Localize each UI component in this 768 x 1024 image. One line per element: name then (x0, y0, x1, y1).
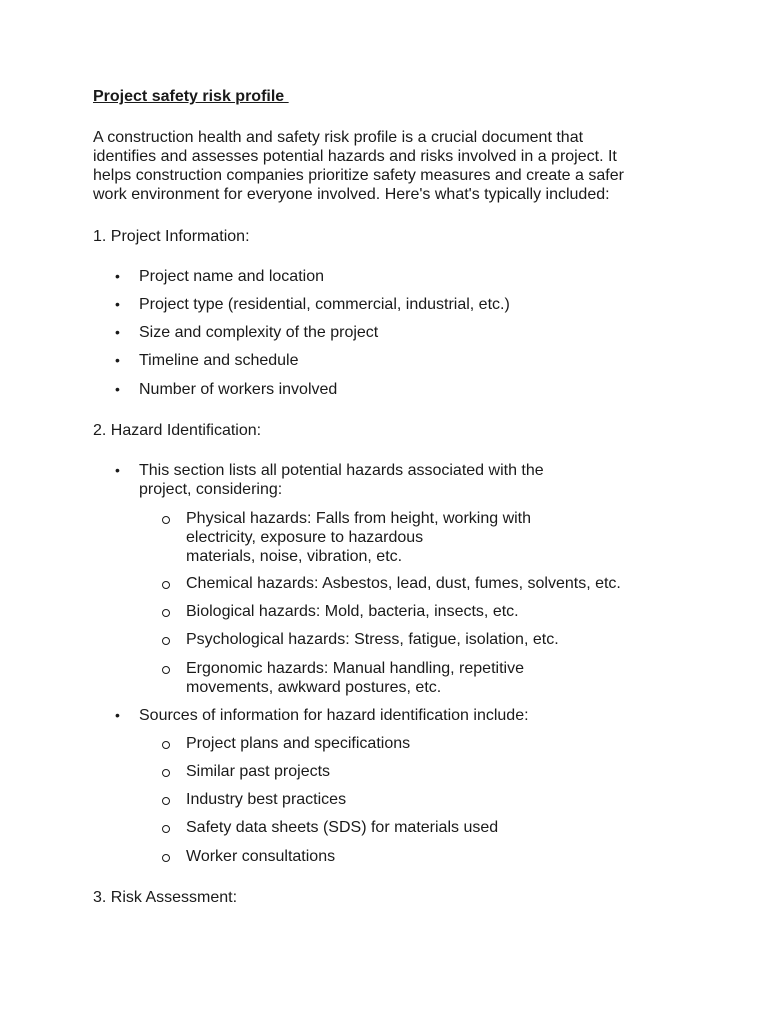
list-item (115, 351, 299, 370)
circle-bullet-icon (162, 825, 170, 833)
circle-bullet-icon (162, 516, 170, 524)
list-item (115, 461, 544, 499)
list-item-text: Sources of information for hazard identification include: (139, 707, 529, 724)
circle-bullet-icon (162, 854, 170, 862)
list-item (115, 295, 510, 314)
sub-list-item-text: Ergonomic hazards: Manual handling, repetitive (186, 660, 524, 677)
list-item-text: Project type (residential, commercial, industrial, etc.) (139, 296, 510, 313)
sub-list-item (186, 734, 410, 753)
section-heading-risk-assessment: 3. Risk Assessment: (93, 889, 238, 906)
intro-line: A construction health and safety risk profile is a crucial document that (93, 129, 584, 146)
list-item (115, 380, 338, 399)
circle-bullet-icon (162, 581, 170, 589)
sub-list-item-text: Safety data sheets (SDS) for materials used (186, 819, 499, 836)
circle-bullet-icon (162, 609, 170, 617)
sub-list-item-text: Chemical hazards: Asbestos, lead, dust, fumes, solvents, etc. (186, 575, 621, 592)
document-title: Project safety risk profile (93, 88, 289, 105)
list-item-text: project, considering: (139, 481, 283, 498)
list-item-text: This section lists all potential hazards associated with the (139, 462, 544, 479)
sub-list-item-text: Similar past projects (186, 763, 331, 780)
list-item (115, 706, 529, 725)
sub-list-item (186, 574, 621, 593)
sub-list-item (186, 818, 498, 837)
sub-list-item (186, 630, 559, 649)
sub-list-item (186, 659, 524, 697)
sub-list-item-text: Industry best practices (186, 791, 347, 808)
bullet-icon: • (115, 268, 120, 284)
intro-paragraph (93, 128, 673, 204)
section-heading-project-information: 1. Project Information: (93, 228, 250, 245)
sub-list-item-text: Psychological hazards: Stress, fatigue, isolation, etc. (186, 631, 559, 648)
list-item (115, 267, 324, 286)
sub-list-item-text: electricity, exposure to hazardous (186, 529, 424, 546)
sub-list-item (186, 509, 531, 566)
intro-line: work environment for everyone involved. Here's what's typically included: (93, 186, 610, 203)
sub-list-item-text: Physical hazards: Falls from height, working with (186, 510, 532, 527)
bullet-icon: • (115, 381, 120, 397)
bullet-icon: • (115, 296, 120, 312)
sub-list-item-text: Worker consultations (186, 848, 336, 865)
circle-bullet-icon (162, 741, 170, 749)
bullet-icon: • (115, 352, 120, 368)
sub-list-item-text: Project plans and specifications (186, 735, 411, 752)
bullet-icon: • (115, 707, 120, 723)
list-item (115, 323, 379, 342)
list-item-text: Number of workers involved (139, 381, 338, 398)
sub-list-item (186, 790, 346, 809)
circle-bullet-icon (162, 666, 170, 674)
list-item-text: Project name and location (139, 268, 324, 285)
sub-list-item (186, 847, 335, 866)
list-item-text: Size and complexity of the project (139, 324, 379, 341)
sub-list-item (186, 602, 519, 621)
sub-list-item-text: movements, awkward postures, etc. (186, 679, 442, 696)
intro-line: helps construction companies prioritize safety measures and create a safer (93, 167, 624, 184)
bullet-icon: • (115, 324, 120, 340)
list-item-text: Timeline and schedule (139, 352, 299, 369)
bullet-icon: • (115, 462, 120, 478)
circle-bullet-icon (162, 797, 170, 805)
intro-line: identifies and assesses potential hazards and risks involved in a project. It (93, 148, 617, 165)
circle-bullet-icon (162, 637, 170, 645)
sub-list-item-text: Biological hazards: Mold, bacteria, insects, etc. (186, 603, 519, 620)
sub-list-item (186, 762, 330, 781)
circle-bullet-icon (162, 769, 170, 777)
section-heading-hazard-identification: 2. Hazard Identification: (93, 422, 262, 439)
sub-list-item-text: materials, noise, vibration, etc. (186, 548, 403, 565)
